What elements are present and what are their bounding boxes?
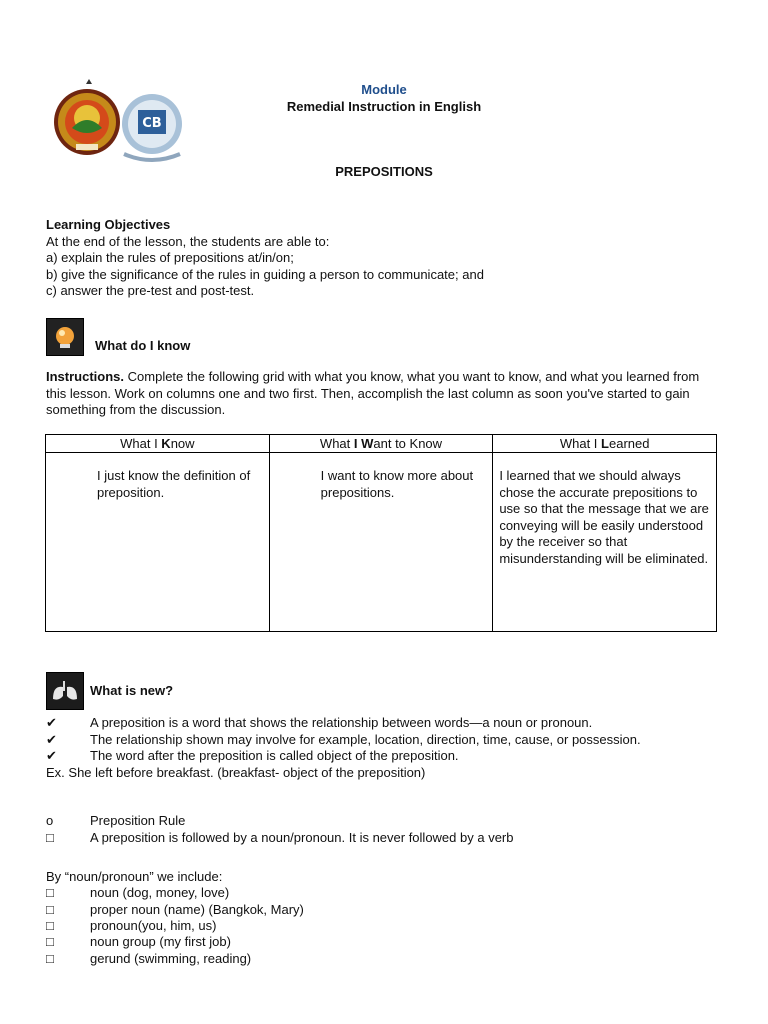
objectives-intro: At the end of the lesson, the students are able to:	[46, 233, 330, 249]
kwl-body-row	[46, 453, 717, 632]
svg-text:CB: CB	[142, 116, 162, 131]
box-bullet-icon: □	[46, 951, 54, 966]
learning-objectives	[46, 217, 736, 300]
check-icon: ✔	[46, 732, 57, 747]
section-title-what-do-i-know: What do I know	[95, 338, 191, 353]
column-header-learned: What I Learned	[493, 435, 717, 453]
kwl-cell-learned: I learned that we should always chose the accurate prepositions to use so that the message that we are conveying will be easily understood by the receiver so that misunderstanding will be eliminated.	[493, 453, 717, 632]
objective-item: a) explain the rules of prepositions at/in/on;	[46, 250, 294, 265]
objective-item: b) give the significance of the rules in guiding a person to communicate; and	[46, 266, 484, 282]
box-bullet-icon: □	[46, 918, 54, 933]
noun-list-intro: By “noun/pronoun” we include:	[46, 869, 223, 884]
box-bullet-icon: □	[46, 830, 54, 845]
instructions-label: Instructions.	[46, 369, 125, 384]
box-bullet-icon: □	[46, 934, 54, 949]
check-icon: ✔	[46, 748, 57, 763]
check-icon: ✔	[46, 715, 57, 730]
box-bullet-icon: □	[46, 885, 54, 900]
objectives-heading: Learning Objectives	[46, 217, 171, 232]
kwl-cell-want: I want to know more about prepositions.	[269, 453, 493, 632]
module-subtitle: Remedial Instruction in English	[286, 99, 482, 114]
example-sentence: Ex. She left before breakfast. (breakfast- object of the preposition)	[46, 765, 426, 780]
circle-bullet-icon: o	[46, 813, 54, 828]
kwl-table	[45, 434, 717, 632]
topic-title: PREPOSITIONS	[335, 164, 433, 179]
instructions	[46, 369, 722, 419]
box-bullet-icon: □	[46, 902, 54, 917]
lightbulb-icon	[46, 318, 84, 356]
section-title-what-is-new: What is new?	[90, 683, 174, 698]
kwl-header-row	[46, 435, 717, 453]
module-label: Module	[361, 82, 407, 97]
column-header-know: What I Know	[46, 435, 270, 453]
instructions-text: Complete the following grid with what you know, what you want to know, and what you learned from this lesson. Work on columns one and two first. Then, accomplish the last column as soon you've started to gain something from the discussion.	[46, 369, 700, 417]
lungs-icon	[46, 672, 84, 710]
kwl-cell-know: I just know the definition of preposition.	[46, 453, 270, 632]
objective-item: c) answer the pre-test and post-test.	[46, 283, 255, 298]
column-header-want: What I Want to Know	[269, 435, 493, 453]
